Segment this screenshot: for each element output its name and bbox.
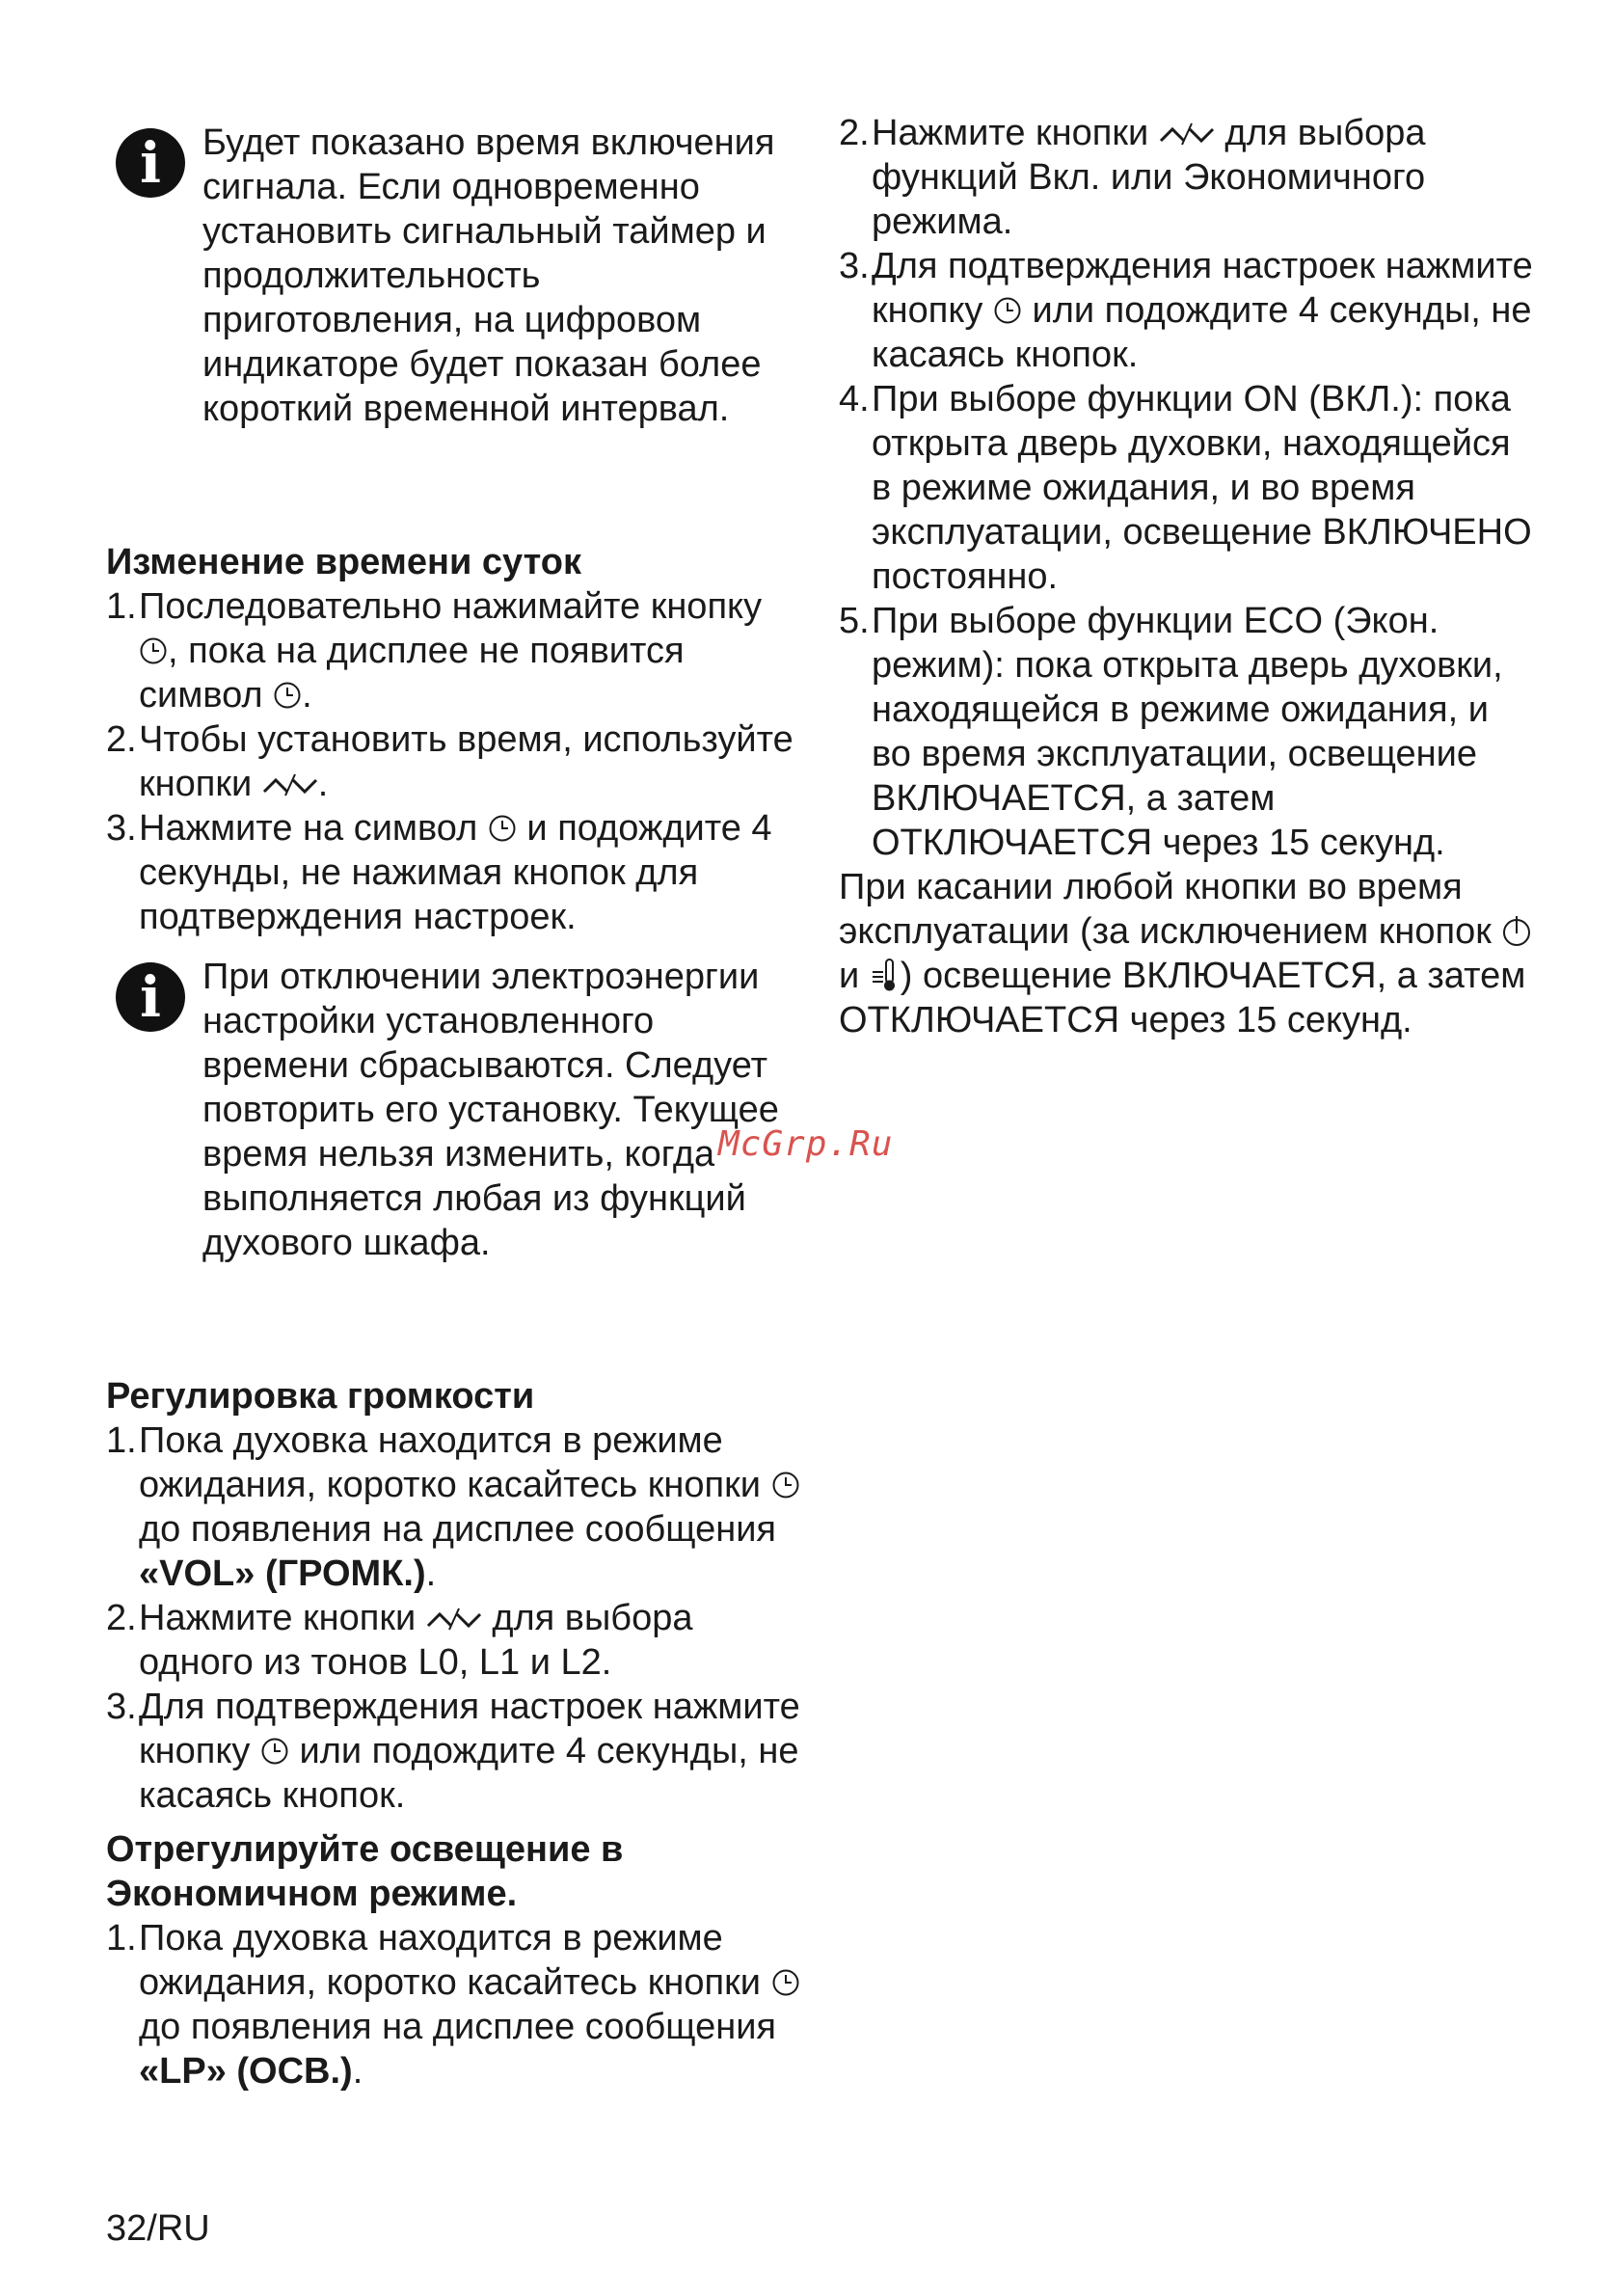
item-text: Пока духовка находится в режиме ожидания, коротко касайтесь кнопки — [139, 1420, 761, 1505]
clock-icon — [139, 636, 168, 665]
item-text: Для подтверждения настроек нажмите кнопку — [872, 246, 1533, 331]
paragraph-text: ) освещение ВКЛЮЧАЕТСЯ, а затем ОТКЛЮЧАЕТСЯ через 15 секунд. — [839, 956, 1526, 1040]
list-number: 5. — [839, 601, 870, 641]
list-number: 2. — [106, 719, 137, 760]
list-item — [106, 806, 800, 939]
section-change-time-of-day — [106, 540, 800, 939]
item-text: Чтобы установить время, используйте кнопки — [139, 719, 794, 804]
item-text: и подождите 4 секунды, не нажимая кнопок для подтверждения настроек. — [139, 808, 772, 937]
clock-icon — [273, 681, 302, 710]
heading-line: Отрегулируйте освещение в — [106, 1829, 624, 1870]
item-text: Для подтверждения настроек нажмите кнопку — [139, 1687, 800, 1771]
info-icon: i — [116, 128, 185, 198]
item-text: Последовательно нажимайте кнопку — [139, 586, 763, 627]
list-item — [839, 599, 1533, 865]
item-text: или подождите 4 секунды, не касаясь кнопок. — [872, 290, 1532, 375]
list-item — [839, 111, 1533, 244]
item-text: . — [317, 764, 329, 804]
info-note-text: При отключении электроэнергии настройки установленного времени сбрасываются. Следует повторить его установку. Текущее время нельзя изменить, когда выполняется любая из функций духового шкафа. — [202, 957, 779, 1263]
list-number: 1. — [106, 1420, 137, 1461]
list-number: 1. — [106, 586, 137, 627]
clock-icon — [260, 1737, 289, 1766]
clock-icon — [488, 814, 517, 843]
list-number: 1. — [106, 1918, 137, 1958]
item-text: Нажмите кнопки — [872, 113, 1149, 153]
list-item — [106, 1418, 800, 1596]
section-heading — [106, 1827, 800, 1916]
list-number: 2. — [106, 1598, 137, 1638]
display-message: «LP» (ОСВ.) — [139, 2051, 353, 2092]
clock-icon — [771, 1471, 800, 1499]
up-down-arrows-icon — [426, 1605, 482, 1634]
list-number: 2. — [839, 113, 870, 153]
power-icon — [1501, 912, 1532, 949]
list-item — [106, 584, 800, 717]
item-text: . — [302, 675, 312, 716]
list-item — [106, 717, 800, 806]
list-item — [839, 244, 1533, 377]
section-heading: Регулировка громкости — [106, 1376, 535, 1417]
item-text: . — [352, 2051, 363, 2092]
section-heading: Изменение времени суток — [106, 542, 581, 582]
info-icon: i — [116, 962, 185, 1032]
heading-line: Экономичном режиме. — [106, 1874, 518, 1914]
paragraph-text: и — [839, 956, 860, 996]
item-text: для выбора функций Вкл. или Экономичного режима. — [872, 113, 1426, 242]
up-down-arrows-icon — [1159, 120, 1215, 149]
item-text: до появления на дисплее сообщения — [139, 1509, 776, 1550]
item-text: . — [425, 1553, 437, 1594]
item-text: Пока духовка находится в режиме ожидания, коротко касайтесь кнопки — [139, 1918, 761, 2003]
section-eco-lighting-continued — [839, 111, 1533, 1042]
up-down-arrows-icon — [262, 770, 318, 799]
page-number: 32/RU — [106, 2208, 210, 2249]
watermark-text: McGrp.Ru — [718, 1124, 894, 1164]
info-note-text: Будет показано время включения сигнала. Если одновременно установить сигнальный таймер и продолжительность приготовления, на цифровом индикаторе будет показан более короткий временной интервал. — [202, 122, 775, 429]
section-eco-lighting — [106, 1827, 800, 2093]
item-text: для выбора одного из тонов L0, L1 и L2. — [139, 1598, 693, 1683]
item-text: При выборе функции ON (ВКЛ.): пока открыта дверь духовки, находящейся в режиме ожидания, и во время эксплуатации, освещение ВКЛЮЧЕНО постоянно. — [872, 379, 1532, 597]
item-text: , пока на дисплее не появится символ — [139, 631, 685, 716]
item-text: При выборе функции ECO (Экон. режим): пока открыта дверь духовки, находящейся в режиме ожидания, и во время эксплуатации, освещение ВКЛЮЧАЕТСЯ, а затем ОТКЛЮЧАЕТСЯ через 15 секунд. — [872, 601, 1503, 863]
item-text: Нажмите на символ — [139, 808, 478, 849]
list-number: 3. — [106, 808, 137, 849]
list-number: 4. — [839, 379, 870, 419]
list-number: 3. — [106, 1687, 137, 1727]
clock-icon — [993, 296, 1022, 325]
list-number: 3. — [839, 246, 870, 286]
item-text: Нажмите кнопки — [139, 1598, 417, 1638]
paragraph-text: При касании любой кнопки во время эксплуатации (за исключением кнопок — [839, 867, 1492, 952]
item-text: до появления на дисплее сообщения — [139, 2007, 776, 2047]
display-message: «VOL» (ГРОМК.) — [139, 1553, 426, 1594]
list-item — [106, 1596, 800, 1685]
thermometer-icon — [870, 957, 901, 993]
list-item — [106, 1685, 800, 1818]
section-volume-adjustment — [106, 1374, 800, 1818]
clock-icon — [771, 1968, 800, 1997]
list-item — [106, 1916, 800, 2093]
item-text: или подождите 4 секунды, не касаясь кнопок. — [139, 1731, 799, 1816]
paragraph-button-touch — [839, 865, 1533, 1042]
list-item — [839, 377, 1533, 599]
